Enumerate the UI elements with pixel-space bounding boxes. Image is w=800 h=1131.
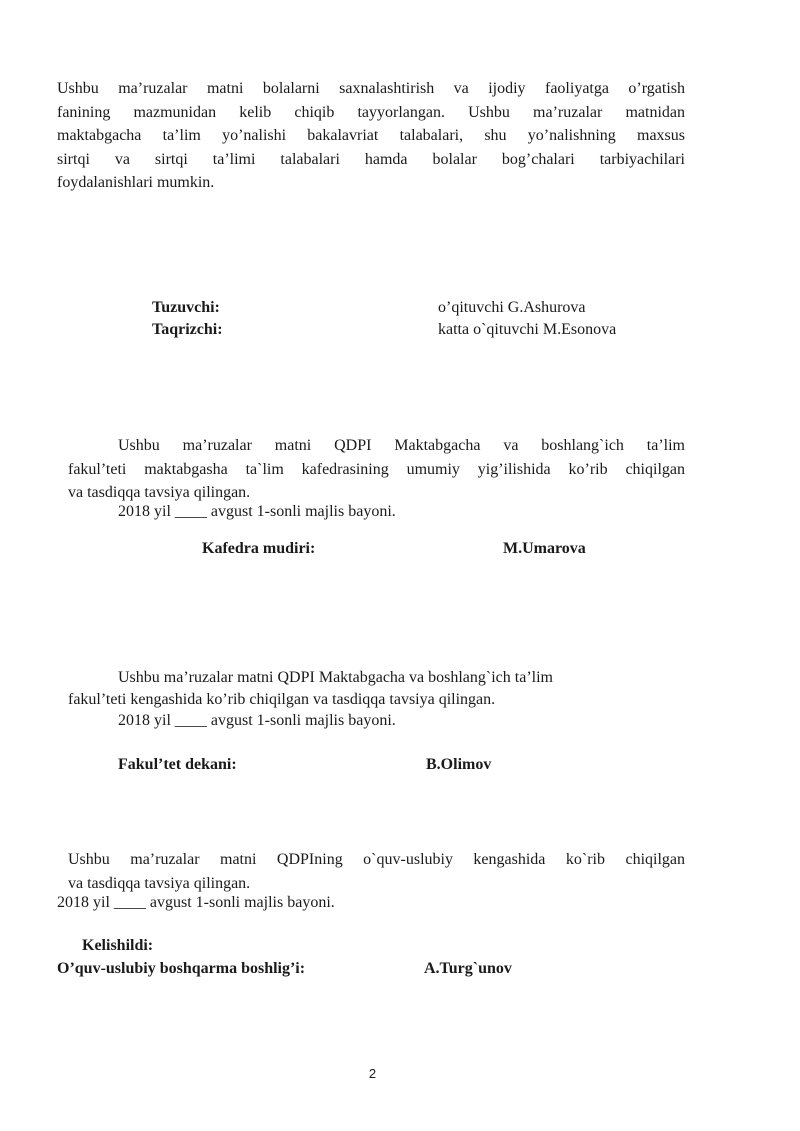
department-head-name: M.Umarova [503, 540, 586, 557]
faculty-approval-line: Ushbu ma’ruzalar matni QDPI Maktabgacha va boshlang`ich ta’lim [118, 669, 553, 686]
intro-line: foydalanishlari mumkin. [57, 174, 215, 191]
dean-name: B.Olimov [426, 756, 492, 773]
methodical-head-label: O’quv-uslubiy boshqarma boshlig’i: [57, 960, 306, 977]
department-protocol: 2018 yil ____ avgust 1-sonli majlis bayoni. [118, 503, 396, 520]
faculty-protocol: 2018 yil ____ avgust 1-sonli majlis bayoni. [118, 712, 396, 729]
council-approval-line: va tasdiqqa tavsiya qilingan. [68, 874, 251, 892]
intro-line: Ushbu ma’ruzalar matni bolalarni saxnalashtirish va ijodiy faoliyatga o’rgatish [57, 80, 685, 97]
intro-line: maktabgacha ta’lim yo’nalishi bakalavriat talabalari, shu yo’nalishning maxsus [57, 127, 685, 144]
methodical-head-name: A.Turg`unov [424, 960, 512, 977]
agreed-label: Kelishildi: [82, 937, 154, 954]
dean-label: Fakul’tet dekani: [118, 756, 237, 773]
reviewer-value: katta o`qituvchi M.Esonova [438, 321, 617, 338]
department-approval-line: va tasdiqqa tavsiya qilingan. [68, 484, 251, 501]
compiler-label: Tuzuvchi: [152, 299, 220, 316]
page-number: 2 [368, 1066, 377, 1081]
department-approval-line: Ushbu ma’ruzalar matni QDPI Maktabgacha va boshlang`ich ta’lim [118, 437, 685, 454]
intro-line: sirtqi va sirtqi ta’limi talabalari hamda bolalar bog’chalari tarbiyachilari [57, 150, 685, 168]
council-protocol: 2018 yil ____ avgust 1-sonli majlis bayoni. [57, 894, 335, 911]
council-approval-paragraph [68, 848, 685, 895]
department-approval-paragraph [68, 434, 685, 505]
department-head-label: Kafedra mudiri: [202, 540, 316, 557]
intro-paragraph [57, 77, 685, 195]
department-approval-line: fakul’teti maktabgasha ta`lim kafedrasining umumiy yig’ilishida ko’rib chiqilgan [68, 460, 685, 478]
faculty-approval-line: fakul’teti kengashida ko’rib chiqilgan va tasdiqqa tavsiya qilingan. [68, 691, 496, 708]
council-approval-line: Ushbu ma’ruzalar matni QDPIning o`quv-uslubiy kengashida ko`rib chiqilgan [68, 851, 685, 868]
compiler-value: o’qituvchi G.Ashurova [438, 299, 586, 316]
reviewer-label: Taqrizchi: [152, 321, 223, 338]
intro-line: fanining mazmunidan kelib chiqib tayyorlangan. Ushbu ma’ruzalar matnidan [57, 103, 685, 121]
